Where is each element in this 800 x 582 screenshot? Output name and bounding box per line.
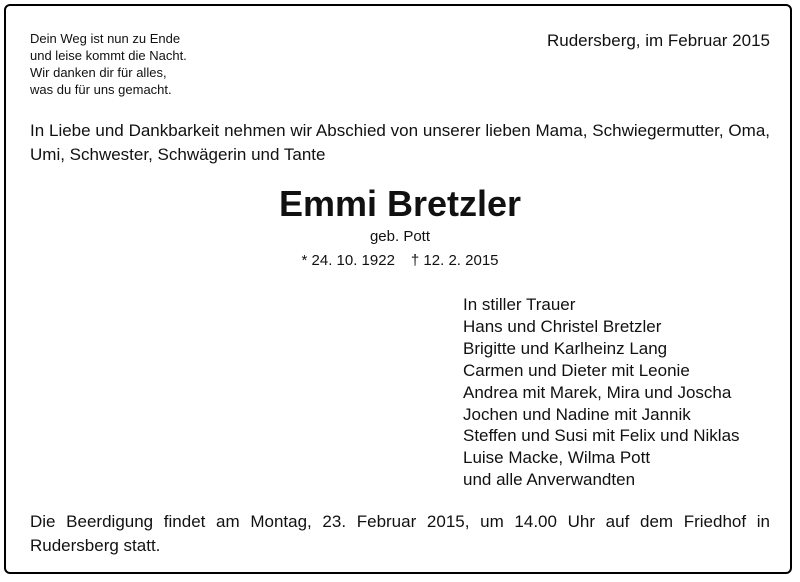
birth-date: * 24. 10. 1922 — [301, 252, 395, 269]
mourners-list — [463, 294, 740, 491]
poem — [30, 30, 187, 98]
mourner-line: und alle Anverwandten — [463, 470, 636, 490]
mourner-line: In stiller Trauer — [463, 295, 576, 314]
intro-text: In Liebe und Dankbarkeit nehmen wir Abschied von unserer lieben Mama, Schwiegermutter, Oma, Umi, Schwester, Schwägerin und Tante — [30, 121, 770, 164]
funeral-notice: Die Beerdigung findet am Montag, 23. Februar 2015, um 14.00 Uhr auf dem Friedhof in Rudersberg statt. — [30, 512, 770, 555]
death-date: † 12. 2. 2015 — [410, 252, 499, 269]
poem-line: Wir danken dir für alles, — [30, 65, 167, 80]
place-date: Rudersberg, im Februar 2015 — [546, 31, 770, 50]
life-dates — [0, 252, 800, 269]
mourner-line: Jochen und Nadine mit Jannik — [463, 404, 691, 424]
maiden-name: geb. Pott — [369, 228, 431, 245]
mourner-line: Carmen und Dieter mit Leonie — [463, 360, 690, 380]
mourner-line: Hans und Christel Bretzler — [463, 316, 662, 336]
poem-line: Dein Weg ist nun zu Ende — [30, 31, 181, 46]
mourner-line: Steffen und Susi mit Felix und Niklas — [463, 426, 740, 446]
poem-line: was du für uns gemacht. — [30, 82, 172, 97]
poem-line: und leise kommt die Nacht. — [30, 48, 187, 63]
mourner-line: Luise Macke, Wilma Pott — [463, 448, 651, 468]
mourner-line: Brigitte und Karlheinz Lang — [463, 338, 668, 358]
mourner-line: Andrea mit Marek, Mira und Joscha — [463, 382, 732, 402]
deceased-name: Emmi Bretzler — [278, 183, 522, 224]
